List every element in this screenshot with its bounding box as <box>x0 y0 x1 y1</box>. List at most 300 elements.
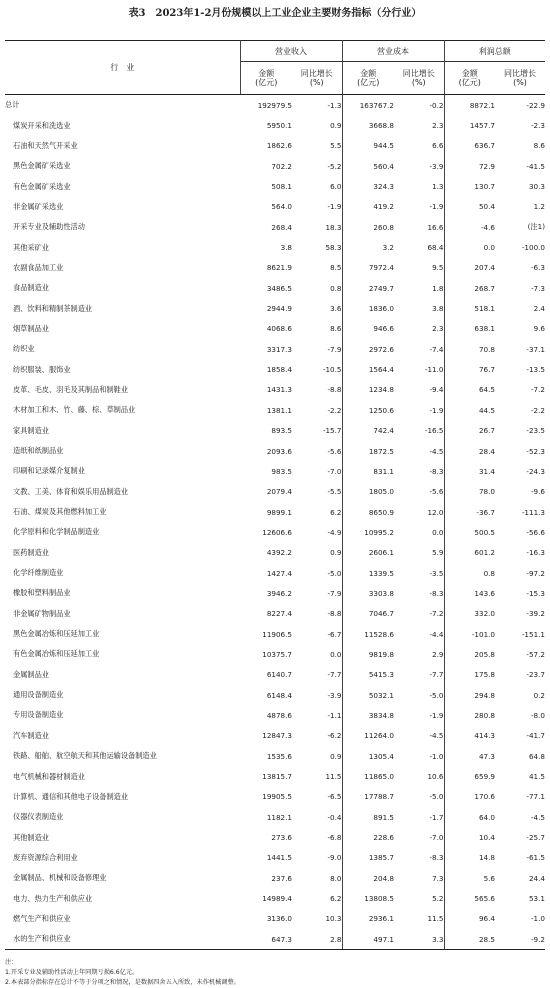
industry-name: 造纸和纸制品业 <box>13 446 64 456</box>
profit-growth-cell: 41.5 <box>528 772 545 782</box>
cost-growth-cell: 12.0 <box>394 502 444 522</box>
profit-growth-cell: -2.3 <box>530 121 545 131</box>
cost-amount-cell: 2972.6 <box>368 344 394 354</box>
profit-growth-cell: 9.6 <box>533 324 545 334</box>
cost-group-header: 营业成本 <box>342 41 444 62</box>
profit-growth-cell: -7.3 <box>530 283 545 293</box>
cost-amount-cell: 1805.0 <box>368 487 394 497</box>
cost-growth-cell: -5.6 <box>394 482 444 502</box>
cost-amount-header: 金额 (亿元) <box>342 62 394 95</box>
table-row <box>5 604 545 624</box>
profit-growth-cell: (注1) <box>527 222 545 232</box>
cost-growth-cell: -5.0 <box>394 787 444 807</box>
cost-amount-cell: 11865.0 <box>364 772 394 782</box>
revenue-growth-cell: 0.0 <box>292 644 342 664</box>
profit-growth-cell: 53.1 <box>528 894 545 904</box>
cost-growth-cell: -1.0 <box>394 746 444 766</box>
industry-name: 金属制品、机械和设备修理业 <box>13 873 107 883</box>
profit-amount-cell: 175.8 <box>474 670 495 680</box>
profit-amount-cell: 5.6 <box>483 873 495 883</box>
table-row <box>5 868 545 888</box>
profit-amount-cell: 659.9 <box>474 772 495 782</box>
profit-amount-cell: 207.4 <box>474 263 495 273</box>
revenue-growth-cell: -8.8 <box>292 380 342 400</box>
cost-amount-cell: 13808.5 <box>364 894 394 904</box>
profit-amount-cell: 14.8 <box>478 853 495 863</box>
revenue-amount-cell: 268.4 <box>271 222 292 232</box>
revenue-growth-cell: -6.8 <box>292 827 342 847</box>
table-row <box>5 319 545 339</box>
revenue-amount-cell: 1182.1 <box>266 812 292 822</box>
table-row <box>5 746 545 766</box>
industry-name: 化学原料和化学制品制造业 <box>13 527 100 537</box>
profit-amount-cell: -4.6 <box>480 222 495 232</box>
revenue-growth-cell: -7.7 <box>292 665 342 685</box>
table-row <box>5 237 545 257</box>
profit-amount-cell: 414.3 <box>474 731 495 741</box>
profit-amount-cell: 500.5 <box>474 527 495 537</box>
revenue-growth-cell: 8.5 <box>292 258 342 278</box>
profit-amount-cell: 64.5 <box>478 385 495 395</box>
profit-growth-cell: -22.9 <box>526 100 545 110</box>
note-1: 1.开采专业及辅助性活动上年同期亏损6.6亿元。 <box>5 969 139 976</box>
cost-growth-cell: 1.8 <box>394 278 444 298</box>
revenue-amount-cell: 1427.4 <box>266 568 292 578</box>
cost-amount-cell: 3303.8 <box>368 588 394 598</box>
revenue-growth-cell: -5.5 <box>292 482 342 502</box>
cost-amount-cell: 204.8 <box>373 873 394 883</box>
cost-growth-cell: 7.3 <box>394 868 444 888</box>
revenue-amount-cell: 4878.6 <box>266 710 292 720</box>
profit-amount-cell: 280.8 <box>474 710 495 720</box>
revenue-growth-cell: -5.0 <box>292 563 342 583</box>
profit-growth-cell: -6.3 <box>530 263 545 273</box>
cost-growth-cell: 5.2 <box>394 888 444 908</box>
cost-growth-cell: -4.5 <box>394 726 444 746</box>
industry-name: 石油、煤炭及其他燃料加工业 <box>13 507 107 517</box>
table-row <box>5 298 545 318</box>
cost-amount-cell: 260.8 <box>373 222 394 232</box>
revenue-growth-cell: -8.8 <box>292 604 342 624</box>
table-header <box>5 41 545 95</box>
industry-name: 煤炭开采和洗选业 <box>13 120 71 130</box>
industry-name: 文教、工美、体育和娱乐用品制造业 <box>13 486 129 496</box>
revenue-amount-cell: 1431.3 <box>266 385 292 395</box>
profit-growth-cell: -24.3 <box>526 466 545 476</box>
revenue-amount-cell: 9899.1 <box>266 507 292 517</box>
industry-name: 有色金属冶炼和压延加工业 <box>13 649 100 659</box>
table-row <box>5 115 545 135</box>
profit-growth-header: 同比增长 (%) <box>495 62 545 95</box>
industry-header: 行 业 <box>5 41 240 95</box>
profit-growth-cell: -23.5 <box>526 426 545 436</box>
profit-amount-cell: 26.7 <box>478 426 495 436</box>
industry-name: 纺织业 <box>13 344 35 354</box>
cost-growth-cell: -3.5 <box>394 563 444 583</box>
table-row <box>5 482 545 502</box>
revenue-amount-cell: 12847.3 <box>262 731 292 741</box>
revenue-growth-cell: -5.2 <box>292 156 342 176</box>
cost-amount-cell: 1305.4 <box>368 751 394 761</box>
revenue-amount-cell: 6140.7 <box>266 670 292 680</box>
revenue-growth-header: 同比增长 (%) <box>292 62 342 95</box>
revenue-growth-cell: 0.8 <box>292 278 342 298</box>
profit-amount-cell: 70.8 <box>478 344 495 354</box>
cost-amount-cell: 5415.3 <box>368 670 394 680</box>
table-title: 表3 2023年1-2月份规模以上工业企业主要财务指标（分行业） <box>128 8 422 19</box>
profit-amount-cell: 565.6 <box>474 894 495 904</box>
industry-name: 其他采矿业 <box>13 242 49 252</box>
profit-growth-cell: -4.5 <box>530 812 545 822</box>
table-row <box>5 258 545 278</box>
profit-amount-cell: 47.3 <box>478 751 495 761</box>
cost-amount-cell: 2749.7 <box>368 283 394 293</box>
revenue-amount-cell: 3317.3 <box>266 344 292 354</box>
revenue-amount-cell: 647.3 <box>240 929 292 950</box>
industry-name: 计算机、通信和其他电子设备制造业 <box>13 791 129 801</box>
profit-amount-cell: 96.4 <box>478 914 495 924</box>
profit-amount-cell: 0.0 <box>483 243 495 253</box>
profit-amount-cell: 268.7 <box>474 283 495 293</box>
revenue-amount-cell: 12606.6 <box>262 527 292 537</box>
industry-name: 烟草制品业 <box>13 323 49 333</box>
table-row <box>5 380 545 400</box>
industry-name: 电气机械和器材制造业 <box>13 771 85 781</box>
profit-amount-cell: 332.0 <box>474 609 495 619</box>
revenue-growth-cell: -6.2 <box>292 726 342 746</box>
profit-growth-cell: -13.5 <box>526 365 545 375</box>
industry-name: 橡胶和塑料制品业 <box>13 588 71 598</box>
industry-name: 燃气生产和供应业 <box>13 913 71 923</box>
revenue-amount-cell: 1858.4 <box>266 365 292 375</box>
profit-growth-cell: -56.6 <box>526 527 545 537</box>
revenue-growth-cell: 5.5 <box>292 136 342 156</box>
industry-name: 印刷和记录媒介复制业 <box>13 466 85 476</box>
revenue-growth-cell: 3.6 <box>292 298 342 318</box>
profit-amount-cell: -101.0 <box>471 629 495 639</box>
profit-growth-cell: -57.2 <box>526 649 545 659</box>
revenue-growth-cell: 11.5 <box>292 766 342 786</box>
revenue-amount-cell: 4068.6 <box>266 324 292 334</box>
industry-name: 木材加工和木、竹、藤、棕、草制品业 <box>13 405 136 415</box>
cost-amount-cell: 1250.6 <box>368 405 394 415</box>
table-body <box>5 95 545 950</box>
revenue-growth-cell: -1.3 <box>292 95 342 116</box>
cost-amount-cell: 10995.2 <box>364 527 394 537</box>
revenue-growth-cell: 6.2 <box>292 888 342 908</box>
industry-name: 仪器仪表制造业 <box>13 812 64 822</box>
profit-growth-cell: -37.1 <box>526 344 545 354</box>
table-row <box>5 848 545 868</box>
revenue-amount-cell: 11906.5 <box>262 629 292 639</box>
profit-growth-cell: -9.2 <box>495 929 545 950</box>
cost-amount-cell: 11528.6 <box>364 629 394 639</box>
profit-amount-cell: 64.0 <box>478 812 495 822</box>
profit-growth-cell: -111.3 <box>521 507 545 517</box>
profit-amount-cell: 294.8 <box>474 690 495 700</box>
profit-growth-cell: -15.3 <box>526 588 545 598</box>
table-row <box>5 278 545 298</box>
cost-growth-cell: -3.9 <box>394 156 444 176</box>
revenue-growth-cell: 58.3 <box>292 237 342 257</box>
profit-growth-cell: -25.7 <box>526 833 545 843</box>
cost-growth-cell: -1.9 <box>394 400 444 420</box>
cost-growth-cell: 2.9 <box>394 644 444 664</box>
cost-growth-cell: -8.3 <box>394 461 444 481</box>
cost-growth-cell: -0.2 <box>394 95 444 116</box>
cost-growth-cell: 16.6 <box>394 217 444 237</box>
revenue-growth-cell: -5.6 <box>292 441 342 461</box>
revenue-amount-cell: 237.6 <box>271 873 292 883</box>
cost-amount-cell: 946.6 <box>373 324 394 334</box>
profit-amount-cell: 518.1 <box>474 304 495 314</box>
revenue-growth-cell: 0.9 <box>292 115 342 135</box>
revenue-amount-cell: 1862.6 <box>266 141 292 151</box>
cost-growth-cell: 6.6 <box>394 136 444 156</box>
revenue-growth-cell: 8.6 <box>292 319 342 339</box>
profit-amount-cell: 1457.7 <box>469 121 495 131</box>
profit-amount-cell: 31.4 <box>478 466 495 476</box>
profit-group-header: 利润总额 <box>444 41 545 62</box>
industry-name: 水的生产和供应业 <box>5 929 240 950</box>
cost-growth-cell: -16.5 <box>394 421 444 441</box>
table-row <box>5 461 545 481</box>
profit-growth-cell: -2.2 <box>530 405 545 415</box>
industry-name: 纺织服装、服饰业 <box>13 364 71 374</box>
industry-name: 汽车制造业 <box>13 730 49 740</box>
cost-amount-cell: 1564.4 <box>368 365 394 375</box>
industry-name: 非金属矿物制品业 <box>13 608 71 618</box>
table-row <box>5 888 545 908</box>
profit-amount-cell: -36.7 <box>476 507 495 517</box>
revenue-amount-cell: 192979.5 <box>257 100 292 110</box>
revenue-amount-cell: 893.5 <box>271 426 292 436</box>
table-row <box>5 665 545 685</box>
cost-growth-cell: 3.8 <box>394 298 444 318</box>
revenue-amount-cell: 19905.5 <box>262 792 292 802</box>
revenue-amount-cell: 2093.6 <box>266 446 292 456</box>
financial-indicators-table <box>5 40 545 950</box>
revenue-amount-cell: 508.1 <box>271 182 292 192</box>
cost-amount-cell: 324.3 <box>373 182 394 192</box>
table-row <box>5 766 545 786</box>
table-row <box>5 217 545 237</box>
profit-growth-cell: 64.8 <box>528 751 545 761</box>
profit-growth-cell: 8.6 <box>533 141 545 151</box>
revenue-amount-cell: 5950.1 <box>266 121 292 131</box>
revenue-amount-cell: 2944.9 <box>266 304 292 314</box>
industry-name: 皮革、毛皮、羽毛及其制品和制鞋业 <box>13 384 129 394</box>
cost-growth-cell: 3.3 <box>394 929 444 950</box>
revenue-growth-cell: -7.9 <box>292 339 342 359</box>
cost-amount-cell: 7972.4 <box>368 263 394 273</box>
profit-amount-cell: 638.1 <box>474 324 495 334</box>
industry-name: 总计 <box>5 100 20 110</box>
profit-amount-cell: 28.4 <box>478 446 495 456</box>
revenue-amount-cell: 13815.7 <box>262 772 292 782</box>
table-row <box>5 543 545 563</box>
cost-amount-cell: 497.1 <box>342 929 394 950</box>
profit-growth-cell: -8.0 <box>530 710 545 720</box>
industry-name: 其他制造业 <box>13 832 49 842</box>
table-row <box>5 644 545 664</box>
industry-name: 废弃资源综合利用业 <box>13 852 78 862</box>
revenue-growth-cell: -7.9 <box>292 583 342 603</box>
profit-amount-cell: 50.4 <box>478 202 495 212</box>
industry-name: 非金属矿采选业 <box>13 201 64 211</box>
profit-growth-cell: -23.7 <box>526 670 545 680</box>
profit-growth-cell: 0.2 <box>533 690 545 700</box>
table-row <box>5 909 545 929</box>
cost-amount-cell: 3834.8 <box>368 710 394 720</box>
revenue-amount-cell: 8227.4 <box>266 609 292 619</box>
cost-amount-cell: 2606.1 <box>368 548 394 558</box>
profit-growth-cell: -39.2 <box>526 609 545 619</box>
cost-amount-cell: 3668.8 <box>368 121 394 131</box>
revenue-growth-cell: 0.9 <box>292 543 342 563</box>
profit-amount-cell: 78.0 <box>478 487 495 497</box>
industry-name: 铁路、船舶、航空航天和其他运输设备制造业 <box>13 751 157 761</box>
cost-growth-cell: -8.3 <box>394 848 444 868</box>
profit-amount-cell: 28.5 <box>444 929 495 950</box>
cost-growth-cell: -11.0 <box>394 359 444 379</box>
revenue-growth-cell: 2.8 <box>292 929 342 950</box>
revenue-amount-cell: 3136.0 <box>266 914 292 924</box>
industry-name: 电力、热力生产和供应业 <box>13 893 93 903</box>
industry-name: 家具制造业 <box>13 425 49 435</box>
table-notes <box>5 958 240 988</box>
revenue-amount-cell: 1535.6 <box>266 751 292 761</box>
cost-growth-cell: -5.0 <box>394 685 444 705</box>
cost-amount-cell: 742.4 <box>373 426 394 436</box>
revenue-growth-cell: 18.3 <box>292 217 342 237</box>
profit-amount-cell: 8872.1 <box>469 100 495 110</box>
cost-growth-cell: 5.9 <box>394 543 444 563</box>
profit-growth-cell: -9.6 <box>530 487 545 497</box>
table-row <box>5 421 545 441</box>
profit-growth-cell: 30.3 <box>528 182 545 192</box>
profit-amount-cell: 205.8 <box>474 649 495 659</box>
industry-name: 石油和天然气开采业 <box>13 140 78 150</box>
revenue-growth-cell: 6.2 <box>292 502 342 522</box>
cost-amount-cell: 8650.9 <box>368 507 394 517</box>
cost-amount-cell: 560.4 <box>373 161 394 171</box>
table-row <box>5 563 545 583</box>
profit-amount-header: 金额 (亿元) <box>444 62 495 95</box>
table-row <box>5 359 545 379</box>
cost-growth-cell: 68.4 <box>394 237 444 257</box>
cost-growth-cell: -1.7 <box>394 807 444 827</box>
table-row <box>5 136 545 156</box>
revenue-amount-cell: 983.5 <box>271 466 292 476</box>
cost-growth-cell: 9.5 <box>394 258 444 278</box>
table-row <box>5 685 545 705</box>
revenue-growth-cell: -1.1 <box>292 705 342 725</box>
table-row <box>5 502 545 522</box>
industry-name: 医药制造业 <box>13 547 49 557</box>
profit-amount-cell: 143.6 <box>474 588 495 598</box>
cost-amount-cell: 3.2 <box>382 243 394 253</box>
table-row <box>5 156 545 176</box>
revenue-growth-cell: -3.9 <box>292 685 342 705</box>
industry-name: 黑色金属矿采选业 <box>13 161 71 171</box>
table-row <box>5 787 545 807</box>
revenue-growth-cell: -6.7 <box>292 624 342 644</box>
revenue-growth-cell: -4.9 <box>292 522 342 542</box>
cost-growth-cell: 0.0 <box>394 522 444 542</box>
revenue-amount-cell: 273.6 <box>271 833 292 843</box>
revenue-growth-cell: -1.9 <box>292 197 342 217</box>
cost-growth-cell: -7.4 <box>394 339 444 359</box>
profit-amount-cell: 601.2 <box>474 548 495 558</box>
table-row <box>5 522 545 542</box>
revenue-group-header: 营业收入 <box>240 41 342 62</box>
profit-growth-cell: 24.4 <box>528 873 545 883</box>
revenue-amount-cell: 4392.2 <box>266 548 292 558</box>
cost-growth-cell: -7.7 <box>394 665 444 685</box>
profit-growth-cell: -41.5 <box>526 161 545 171</box>
note-2: 2.本表部分指标存在总计不等于分项之和情况，是数据四舍五入所致，未作机械调整。 <box>5 979 240 986</box>
cost-growth-cell: -4.4 <box>394 624 444 644</box>
revenue-growth-cell: -15.7 <box>292 421 342 441</box>
profit-growth-cell: -1.0 <box>530 914 545 924</box>
revenue-growth-cell: -10.5 <box>292 359 342 379</box>
revenue-amount-cell: 702.2 <box>271 161 292 171</box>
cost-amount-cell: 17788.7 <box>364 792 394 802</box>
cost-growth-cell: 1.3 <box>394 176 444 196</box>
cost-amount-cell: 831.1 <box>373 466 394 476</box>
table-row <box>5 807 545 827</box>
profit-growth-cell: -16.3 <box>526 548 545 558</box>
revenue-amount-cell: 6148.4 <box>266 690 292 700</box>
cost-growth-cell: 11.5 <box>394 909 444 929</box>
cost-amount-cell: 163767.2 <box>359 100 394 110</box>
revenue-amount-cell: 3486.5 <box>266 283 292 293</box>
industry-name: 食品制造业 <box>13 283 49 293</box>
revenue-amount-cell: 3.8 <box>280 243 292 253</box>
table-row <box>5 583 545 603</box>
revenue-amount-cell: 1381.1 <box>266 405 292 415</box>
industry-name: 通用设备制造业 <box>13 690 64 700</box>
total-row <box>5 95 545 116</box>
table-row <box>5 705 545 725</box>
industry-name: 金属制品业 <box>13 669 49 679</box>
revenue-amount-cell: 10375.7 <box>262 649 292 659</box>
profit-amount-cell: 636.7 <box>474 141 495 151</box>
cost-growth-cell: -7.0 <box>394 827 444 847</box>
revenue-amount-cell: 3946.2 <box>266 588 292 598</box>
revenue-growth-cell: -0.4 <box>292 807 342 827</box>
revenue-growth-cell: -6.5 <box>292 787 342 807</box>
industry-name: 开采专业及辅助性活动 <box>13 222 85 232</box>
revenue-amount-cell: 2079.4 <box>266 487 292 497</box>
industry-name: 有色金属矿采选业 <box>13 181 71 191</box>
cost-amount-cell: 944.5 <box>373 141 394 151</box>
profit-growth-cell: 1.2 <box>533 202 545 212</box>
cost-growth-cell: 2.3 <box>394 319 444 339</box>
cost-growth-cell: -4.5 <box>394 441 444 461</box>
profit-amount-cell: 0.8 <box>483 568 495 578</box>
table-row <box>5 726 545 746</box>
profit-growth-cell: -77.1 <box>526 792 545 802</box>
industry-name: 化学纤维制造业 <box>13 568 64 578</box>
profit-amount-cell: 130.7 <box>474 182 495 192</box>
cost-amount-cell: 891.5 <box>373 812 394 822</box>
cost-growth-cell: -8.3 <box>394 583 444 603</box>
table-row <box>5 929 545 950</box>
cost-growth-cell: -7.2 <box>394 604 444 624</box>
profit-amount-cell: 44.5 <box>478 405 495 415</box>
